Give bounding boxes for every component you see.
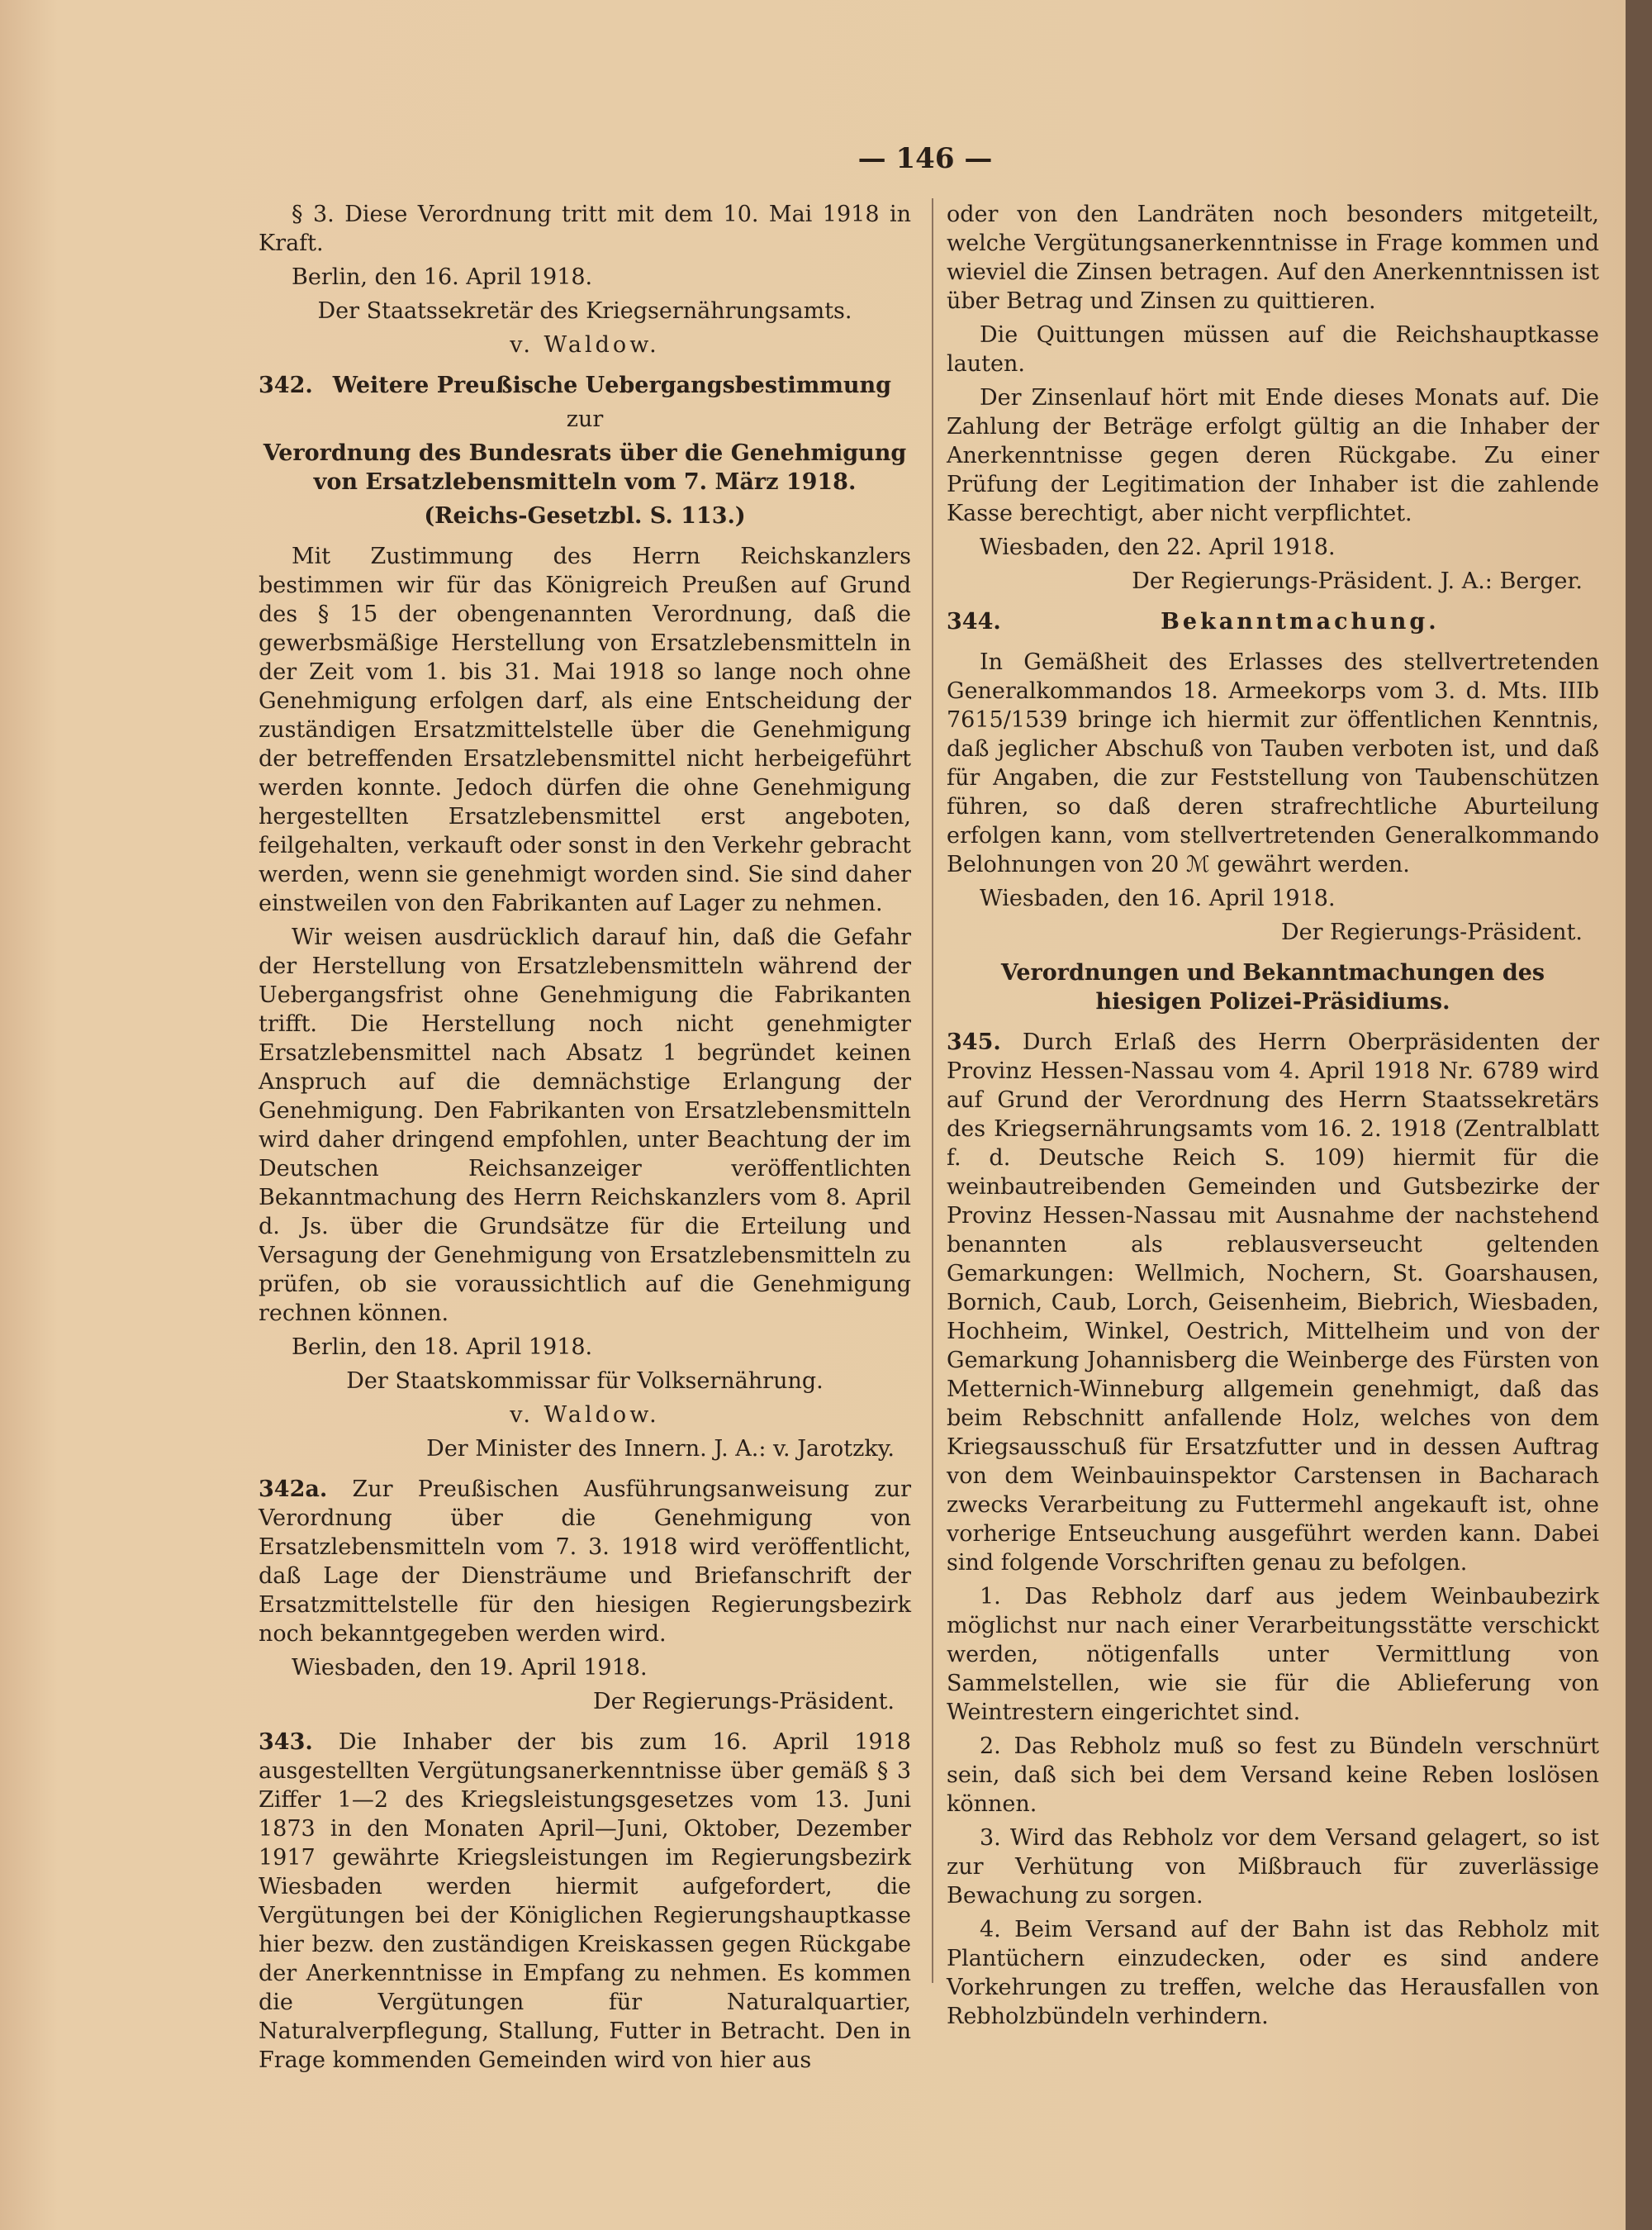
section-number: 342. — [259, 373, 313, 398]
signer: Der Regierungs-Präsident. — [592, 1689, 895, 1714]
section-342-heading — [259, 371, 911, 400]
column-divider — [932, 198, 933, 1983]
place-date: Berlin, den 16. April 1918. — [292, 264, 593, 290]
section-number: 343. — [259, 1729, 313, 1755]
page-number: — 146 — — [857, 142, 993, 175]
place-date: Wiesbaden, den 19. April 1918. — [292, 1655, 648, 1681]
section-number: 345. — [947, 1029, 1001, 1055]
paragraph-s3: § 3. Diese Verordnung tritt mit dem 10. Mai 1918 in Kraft. — [259, 202, 911, 256]
paragraph: In Gemäßheit des Erlasses des stellvertretenden Generalkommandos 18. Armeekorps vom 3. d. Mts. IIIb 7615/1539 bringe ich hiermit zur öffentlichen Kenntnis, daß jeglicher Abschuß von Tauben verboten ist, und daß für Angaben, die zur Feststellung von Taubenschützen führen, so daß deren strafrechtliche Aburteilung erfolgen kann, vom stellvertretenden Generalkommando Belohnungen von 20 ℳ gewährt werden. — [947, 649, 1599, 877]
book-edge — [1626, 0, 1652, 2230]
list-item: 4. Beim Versand auf der Bahn ist das Rebholz mit Plantüchern einzudecken, oder es sind andere Vorkehrungen zu treffen, welche das Herausfallen von Rebholzbündeln verhindern. — [947, 1917, 1599, 2029]
place-date: Wiesbaden, den 22. April 1918. — [980, 535, 1336, 560]
paragraph: Die Quittungen müssen auf die Reichshauptkasse lauten. — [947, 322, 1599, 377]
paragraph: Der Zinsenlauf hört mit Ende dieses Monats auf. Die Zahlung der Beträge erfolgt gültig an die Inhaber der Anerkenntnisse gegen deren Rückgabe. Zu einer Prüfung der Legitimation der Inhaber ist die zahlende Kasse berechtigt, aber nicht verpflichtet. — [947, 385, 1599, 526]
paragraph: oder von den Landräten noch besonders mitgeteilt, welche Vergütungsanerkenntnisse in Frage kommen und wieviel die Zinsen betragen. Auf den Anerkenntnissen ist über Betrag und Zinsen zu quittieren. — [947, 202, 1599, 314]
signer: Der Regierungs-Präsident. J. A.: Berger. — [1132, 568, 1583, 594]
signer: Der Regierungs-Präsident. — [1280, 920, 1583, 945]
section-number: 342a. — [259, 1476, 328, 1502]
signer-name: v. Waldow. — [510, 1402, 660, 1428]
right-column — [947, 200, 1599, 2036]
paragraph: Mit Zustimmung des Herrn Reichskanzlers bestimmen wir für das Königreich Preußen auf Grund des § 15 der obengenannten Verordnung, daß die gewerbsmäßige Herstellung von Ersatzlebensmitteln in der Zeit vom 1. bis 31. Mai 1918 so lange noch ohne Genehmigung erfolgen darf, als eine Entscheidung der zuständigen Ersatzmittelstelle über die Genehmigung der betreffenden Ersatzlebensmittel nicht herbeigeführt werden konnte. Jedoch dürfen die ohne Genehmigung hergestellten Ersatzlebensmittel erst angeboten, feilgehalten, verkauft oder sonst in den Verkehr gebracht werden, wenn sie genehmigt worden sind. Sie sind daher einstweilen von den Fabrikanten auf Lager zu nehmen. — [259, 544, 911, 916]
section-title-ref: (Reichs-Gesetzbl. S. 113.) — [424, 503, 746, 529]
section-title-sub: zur — [566, 407, 604, 432]
signer: Der Staatskommissar für Volksernährung. — [346, 1368, 824, 1394]
section-heading-polizei: Verordnungen und Bekanntmachungen des hiesigen Polizei-Präsidiums. — [1000, 960, 1545, 1015]
place-date: Wiesbaden, den 16. April 1918. — [980, 886, 1336, 911]
signer: Der Minister des Innern. J. A.: v. Jarotzky. — [426, 1436, 895, 1462]
left-column — [259, 200, 911, 2080]
section-title-main: Verordnung des Bundesrats über die Genehmigung von Ersatzlebensmitteln vom 7. März 1918. — [263, 440, 907, 495]
section-text: Die Inhaber der bis zum 16. April 1918 ausgestellten Vergütungsanerkenntnisse über gemäß § 3 Ziffer 1—2 des Kriegsleistungsgesetzes vom 13. Juni 1873 in den Monaten April—Juni, Oktober, Dezember 1917 gewährte Kriegsleistungen im Regierungsbezirk Wiesbaden werden hiermit aufgefordert, die Vergütungen bei der Königlichen Regierungshauptkasse hier bezw. den zuständigen Kreiskassen gegen Rückgabe der Anerkenntnisse in Empfang zu nehmen. Es kommen die Vergütungen für Naturalquartier, Naturalverpflegung, Stallung, Futter in Betracht. Den in Frage kommenden Gemeinden wird von hier aus — [259, 1729, 911, 2073]
section-title: Bekanntmachung. — [1161, 609, 1440, 635]
section-345 — [947, 1028, 1599, 1577]
place-date: Berlin, den 18. April 1918. — [292, 1334, 593, 1360]
section-title: Weitere Preußische Uebergangsbestimmung — [332, 373, 892, 398]
section-text: Durch Erlaß des Herrn Oberpräsidenten der Provinz Hessen-Nassau vom 4. April 1918 Nr. 6789 wird auf Grund der Verordnung des Herrn Staatssekretärs des Kriegsernährungsamts vom 16. 2. 1918 (Zentralblatt f. d. Deutsche Reich S. 109) hiermit für die weinbautreibenden Gemeinden und Gutsbezirke der Provinz Hessen-Nassau mit Ausnahme der nachstehend benannten als reblausverseucht geltenden Gemarkungen: Wellmich, Nochern, St. Goarshausen, Bornich, Caub, Lorch, Geisenheim, Biebrich, Wiesbaden, Hochheim, Winkel, Oestrich, Mittelheim und von der Gemarkung Johannisberg die Weinberge des Fürsten von Metternich-Winneburg allgemein genehmigt, daß das beim Rebschnitt anfallende Holz, welches von dem Kriegsausschuß für Ersatzfutter und in dessen Auftrag von dem Weinbauinspektor Carstensen in Bacharach zwecks Verarbeitung zu Futtermehl angekauft ist, ohne vorherige Entseuchung ausgeführt werden kann. Dabei sind folgende Vorschriften genau zu befolgen. — [947, 1029, 1599, 1576]
section-number: 344. — [947, 609, 1001, 635]
list-item: 2. Das Rebholz muß so fest zu Bündeln verschnürt sein, daß sich bei dem Versand keine Reben loslösen können. — [947, 1733, 1599, 1817]
signer: Der Staatssekretär des Kriegsernährungsamts. — [317, 298, 852, 324]
section-text: Zur Preußischen Ausführungsanweisung zur Verordnung über die Genehmigung von Ersatzlebensmitteln vom 7. 3. 1918 wird veröffentlicht, daß Lage der Diensträume und Briefanschrift der Ersatzmittelstelle für den hiesigen Regierungsbezirk noch bekanntgegeben werden wird. — [259, 1476, 911, 1647]
signer-name: v. Waldow. — [510, 332, 660, 358]
section-343 — [259, 1728, 911, 2075]
list-item: 3. Wird das Rebholz vor dem Versand gelagert, so ist zur Verhütung von Mißbrauch für zuverlässige Bewachung zu sorgen. — [947, 1825, 1599, 1909]
list-item: 1. Das Rebholz darf aus jedem Weinbaubezirk möglichst nur nach einer Verarbeitungsstätte verschickt werden, nötigenfalls unter Vermittlung von Sammelstellen, wie sie für die Ablieferung von Weintrestern eingerichtet sind. — [947, 1584, 1599, 1725]
paragraph: Wir weisen ausdrücklich darauf hin, daß die Gefahr der Herstellung von Ersatzlebensmitteln während der Uebergangsfrist ohne Genehmigung die Fabrikanten trifft. Die Herstellung noch nicht genehmigter Ersatzlebensmittel nach Absatz 1 begründet keinen Anspruch auf die demnächstige Erlangung der Genehmigung. Den Fabrikanten von Ersatzlebensmitteln wird daher dringend empfohlen, unter Beachtung der im Deutschen Reichsanzeiger veröffentlichten Bekanntmachung des Herrn Reichskanzlers vom 8. April d. Js. über die Grundsätze für die Erteilung und Versagung der Genehmigung von Ersatzlebensmitteln zu prüfen, ob sie voraussichtlich auf die Genehmigung rechnen können. — [259, 925, 911, 1326]
section-344-heading — [947, 607, 1599, 636]
section-342a — [259, 1475, 911, 1648]
